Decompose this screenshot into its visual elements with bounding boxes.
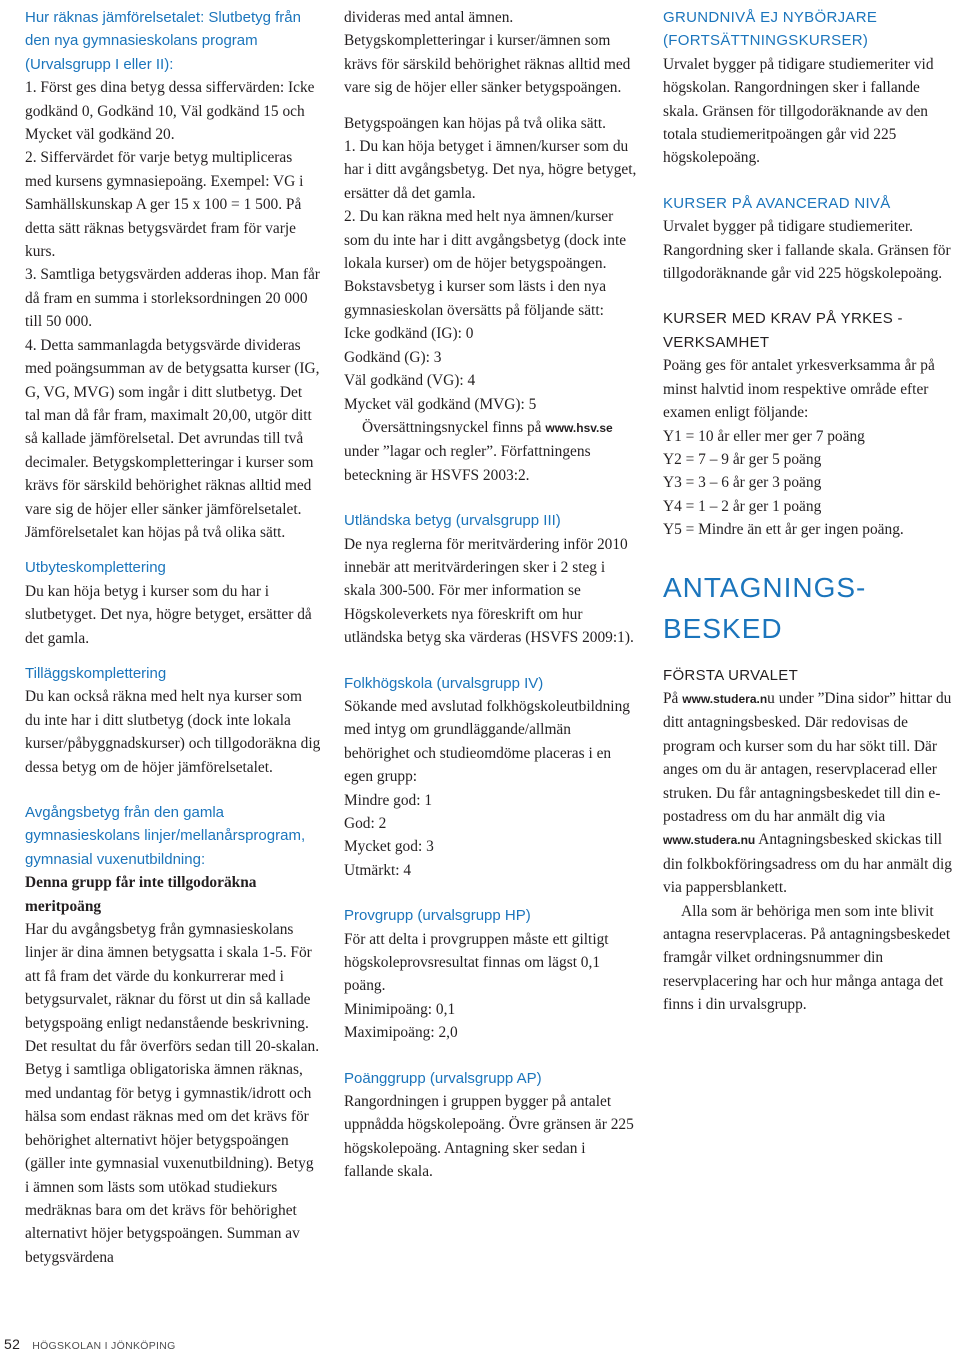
grade-mvg: Mycket väl godkänd (MVG): 5 bbox=[344, 395, 537, 413]
avancerad-heading: KURSER PÅ AVANCERAD NIVÅ bbox=[663, 194, 891, 212]
raise-option-2: 2. Du kan räkna med helt nya ämnen/kurser som du inte har i ditt avgångsbetyg (dock inte lokala kurser) om de höjer betygspoängen. bbox=[344, 208, 627, 273]
yrke-level-5: Y5 = Mindre än ett år ger ingen poäng. bbox=[663, 521, 904, 539]
grade-ig: Icke godkänd (IG): 0 bbox=[344, 325, 474, 343]
grade-g: Godkänd (G): 3 bbox=[344, 348, 442, 366]
studera-link-1[interactable]: www.studera.n bbox=[682, 691, 768, 706]
tillaggskomplettering-heading: Tilläggskomplettering bbox=[25, 664, 167, 682]
translation-key-b: under ”lagar och regler”. Författningens beteckning är HSVFS 2003:2. bbox=[344, 443, 591, 484]
yrke-level-2: Y2 = 7 – 9 år ger 5 poäng bbox=[663, 450, 822, 468]
page-footer bbox=[0, 1336, 176, 1352]
grundniva-text: Urvalet bygger på tidigare studiemeriter vid högskolan. Rangordningen sker i fallande skala. Gränsen för tillgodoräknande av den totala studiemeritpoängen går vid 225 högskolepoäng. bbox=[663, 55, 934, 167]
antagningsbesked-heading-line-1: ANTAGNINGS- bbox=[663, 571, 867, 603]
step-3: 3. Samtliga betygsvärden adderas ihop. Man får då fram en summa i storleksordningen 20 000 till 50 000. bbox=[25, 266, 320, 331]
step-1: 1. Först ges dina betyg dessa siffervärden: Icke godkänd 0, Godkänd 10, Väl godkänd 15 och Mycket väl godkänd 20. bbox=[25, 79, 315, 144]
utlandska-text: De nya reglerna för meritvärdering inför 2010 innebär att meritvärderingen sker i 2 steg i skala 300-500. För mer information se Högskoleverkets nya föreskrift om hur utländska betyg ska värderas (HSVFS 2009:1). bbox=[344, 535, 634, 647]
grundniva-heading: GRUNDNIVÅ EJ NYBÖRJARE (FORTSÄTTNINGSKURSER) bbox=[663, 9, 878, 50]
provgrupp-min: Minimipoäng: 0,1 bbox=[344, 1000, 456, 1018]
step-2: 2. Siffervärdet för varje betyg multipliceras med kursens gymnasiepoäng. Exempel: VG i Samhällskunskap A ger 15 x 100 = 1 500. På detta sätt räknas betygsvärdet fram för varje kurs. bbox=[25, 149, 304, 261]
yrke-level-4: Y4 = 1 – 2 år ger 1 poäng bbox=[663, 497, 822, 515]
yrke-level-3: Y3 = 3 – 6 år ger 3 poäng bbox=[663, 474, 822, 492]
provgrupp-text: För att delta i provgruppen måste ett giltigt högskoleprovsresultat finnas om lägst 0,1 poäng. bbox=[344, 930, 609, 995]
utbyteskomplettering-text: Du kan höja betyg i kurser som du har i slutbetyget. Det nya, högre betyget, ersätter då det gamla. bbox=[25, 582, 312, 647]
page-number: 52 bbox=[4, 1336, 21, 1352]
folk-score-3: Mycket god: 3 bbox=[344, 838, 434, 856]
poanggrupp-heading: Poänggrupp (urvalsgrupp AP) bbox=[344, 1069, 542, 1087]
forsta-a: På bbox=[663, 689, 683, 707]
avgangsbetyg-heading: Avgångsbetyg från den gamla gymnasieskolans linjer/mellanårsprogram, gymnasial vuxenutbildning: bbox=[25, 804, 306, 868]
forsta-b: u under ”Dina sidor” hittar du ditt antagningsbesked. Där redovisas de program och kurser som du har sökt till. Där anges om du är antagen, reservplacerad eller struken. Du får antagningsbeskedet till din e-postadress om du har anmält dig via bbox=[663, 689, 952, 825]
intro-heading: Hur räknas jämförelsetalet: Slutbetyg från den nya gymnasieskolans program (Urvalsgrupp I eller II): bbox=[25, 9, 301, 73]
utbyteskomplettering-heading: Utbyteskomplettering bbox=[25, 559, 166, 577]
forsta-urvalet-heading: FÖRSTA URVALET bbox=[663, 666, 799, 684]
tillaggskomplettering-text: Du kan också räkna med helt nya kurser som du inte har i ditt slutbetyg (dock inte lokala kurser/påbyggnadskurser) och tillgodoräkna dig dessa betyg om de höjer jämförelsetalet. bbox=[25, 688, 321, 776]
reservplacering-text: Alla som är behöriga men som inte blivit antagna reservplaceras. På antagningsbeskedet framgår vilket ordningsnummer din reservplacering har och hur många antaga det finns i din urvalsgrupp. bbox=[663, 902, 951, 1014]
raise-option-1: 1. Du kan höja betyget i ämnen/kurser som du har i ditt avgångsbetyg. Det nya, högre betyget, ersätter då det gamla. bbox=[344, 138, 637, 202]
yrkesverksamhet-text: Poäng ges för antalet yrkesverksamma år på minst halvtid inom respektive område efter examen enligt följande: bbox=[663, 357, 935, 422]
folkhogskola-text: Sökande med avslutad folkhögskoleutbildning med intyg om grundläggande/allmän behörighet och studieomdöme placeras i en egen grupp: bbox=[344, 697, 630, 786]
forsta-c: Antagningsbesked skickas till din folkbokföringsadress om du har anmält dig via pappersblankett. bbox=[663, 831, 952, 897]
translation-key-text bbox=[344, 416, 638, 487]
poanggrupp-text: Rangordningen i gruppen bygger på antalet uppnådda högskolepoäng. Övre gränsen är 225 högskolepoäng. Antagning sker sedan i fallande skala. bbox=[344, 1093, 634, 1181]
letter-grades-intro: Bokstavsbetyg i kurser som lästs i den nya gymnasieskolan översätts på följande sätt: bbox=[344, 278, 607, 319]
folk-score-4: Utmärkt: 4 bbox=[344, 861, 412, 879]
column-right bbox=[663, 6, 957, 1017]
yrkesverksamhet-heading: KURSER MED KRAV PÅ YRKES - VERKSAMHET bbox=[663, 310, 903, 351]
provgrupp-max: Maximipoäng: 2,0 bbox=[344, 1024, 458, 1042]
hsv-link[interactable]: www.hsv.se bbox=[545, 420, 613, 435]
column-middle bbox=[344, 6, 638, 1184]
translation-key-a: Översättningsnyckel finns på bbox=[362, 418, 546, 436]
utlandska-heading: Utländska betyg (urvalsgrupp III) bbox=[344, 512, 561, 530]
avgangsbetyg-bold-note: Denna grupp får inte tillgodoräkna meritpoäng bbox=[25, 874, 257, 915]
grade-vg: Väl godkänd (VG): 4 bbox=[344, 372, 476, 390]
studera-link-2[interactable]: www.studera.nu bbox=[663, 833, 756, 848]
folk-score-1: Mindre god: 1 bbox=[344, 791, 433, 809]
yrke-level-1: Y1 = 10 år eller mer ger 7 poäng bbox=[663, 427, 865, 445]
folkhogskola-heading: Folkhögskola (urvalsgrupp IV) bbox=[344, 674, 544, 692]
avgangsbetyg-text: Har du avgångsbetyg från gymnasieskolans linjer är dina ämnen betygsatta i skala 1-5. För att få fram det värde du konkurrerar med i betygsurvalet, räknar du först ut din så kallade betygspoäng enligt nedanstående beskrivning. Det resultat du får överförs sedan till 20-skalan. Betyg i samtliga obligatoriska ämnen räknas, med undantag för betyg i gymnastik/idrott och hälsa som endast räknas med om det krävs för behörighet alternativt höjer betygspoängen (gäller inte gymnasial vuxenutbildning). Betyg i ämnen som lästs som utökad studiekurs medräknas bara om det krävs för behörighet alternativt höjer betygspoängen. Summan av betygsvärdena bbox=[25, 921, 320, 1266]
provgrupp-heading: Provgrupp (urvalsgrupp HP) bbox=[344, 907, 531, 925]
step-4: 4. Detta sammanlagda betygsvärde divideras med poängsumman av de betygsatta kurser (IG, G, VG, MVG) som ingår i ditt slutbetyg. Det tal man då får fram, maximalt 20,00, utgör ditt så kallade jämförelsetal. Det avrundas till två decimaler. Betygskompletteringar i kurser som krävs för särskild behörighet räknas alltid med vare sig de höjer eller sänker jämförelsetalet. Jämförelsetalet kan höjas på två olika sätt. bbox=[25, 336, 320, 541]
column-left bbox=[25, 6, 321, 1269]
publisher-name: HÖGSKOLAN I JÖNKÖPING bbox=[32, 1340, 176, 1352]
antagningsbesked-heading-line-2: BESKED bbox=[663, 612, 783, 644]
raise-intro: Betygspoängen kan höjas på två olika sätt. bbox=[344, 114, 607, 132]
continued-text: divideras med antal ämnen. Betygskompletteringar i kurser/ämnen som krävs för särskild behörighet räknas alltid med vare sig de höjer eller sänker betygspoängen. bbox=[344, 9, 631, 97]
avancerad-text: Urvalet bygger på tidigare studiemeriter. Rangordning sker i fallande skala. Gränsen för tillgodoräknande går vid 225 högskolepoäng. bbox=[663, 218, 951, 283]
folk-score-2: God: 2 bbox=[344, 815, 387, 832]
forsta-urvalet-text bbox=[663, 687, 957, 900]
